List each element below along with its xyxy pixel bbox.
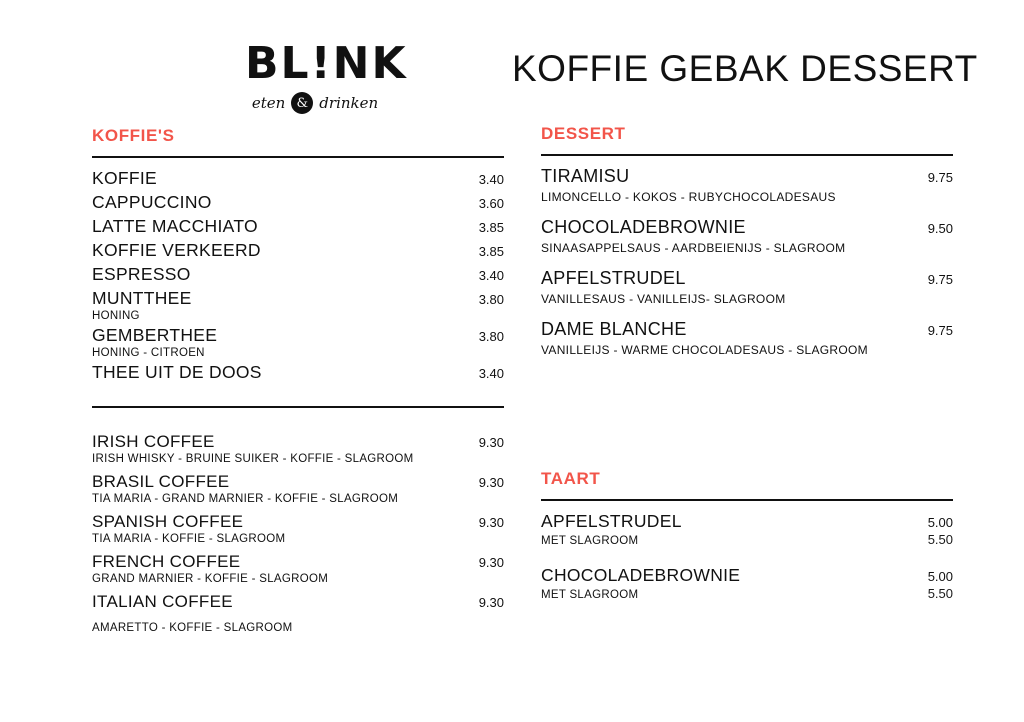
item-name: ESPRESSO — [92, 264, 191, 284]
item-name: DAME BLANCHE — [541, 319, 687, 339]
item-description: MET SLAGROOM — [541, 535, 639, 547]
divider-koffies — [92, 156, 504, 158]
list-item — [92, 325, 504, 359]
item-price: 3.40 — [478, 366, 504, 381]
divider-taart — [541, 499, 953, 501]
list-special-coffees — [92, 432, 504, 634]
list-item — [541, 217, 953, 255]
list-item — [92, 240, 504, 261]
item-description: GRAND MARNIER - KOFFIE - SLAGROOM — [92, 573, 329, 585]
item-price: 3.80 — [478, 292, 504, 307]
item-description: SINAASAPPELSAUS - AARDBEIENIJS - SLAGROOM — [541, 241, 846, 255]
item-description: TIA MARIA - KOFFIE - SLAGROOM — [92, 533, 286, 545]
item-description: VANILLEIJS - WARME CHOCOLADESAUS - SLAGROOM — [541, 343, 868, 357]
brand-tagline-right: drinken — [319, 94, 379, 112]
item-price: 9.30 — [478, 515, 504, 530]
item-name: GEMBERTHEE — [92, 325, 218, 345]
item-price: 9.75 — [927, 323, 953, 338]
list-item — [92, 592, 504, 634]
section-heading-dessert: DESSERT — [541, 124, 626, 143]
item-price: 3.85 — [478, 244, 504, 259]
item-name: APFELSTRUDEL — [541, 511, 682, 531]
brand-logo — [245, 38, 408, 114]
divider-specials — [92, 406, 504, 408]
list-item — [92, 472, 504, 505]
brand-tagline-left: eten — [251, 94, 286, 112]
list-item — [92, 552, 504, 585]
item-name: KOFFIE — [92, 168, 157, 188]
item-description: MET SLAGROOM — [541, 589, 639, 601]
list-item — [92, 192, 504, 213]
item-price-with-cream: 5.50 — [927, 586, 953, 601]
item-name: CAPPUCCINO — [92, 192, 212, 212]
item-price: 9.50 — [927, 221, 953, 236]
item-price: 5.00 — [927, 569, 953, 584]
item-price: 3.60 — [478, 196, 504, 211]
item-price: 9.75 — [927, 272, 953, 287]
taart-section — [541, 469, 953, 601]
list-item — [92, 216, 504, 237]
list-item — [92, 432, 504, 465]
item-name: TIRAMISU — [541, 166, 630, 186]
list-item — [92, 512, 504, 545]
item-description: HONING - CITROEN — [92, 347, 205, 359]
left-column — [92, 126, 504, 641]
list-dessert — [541, 166, 953, 357]
item-name: APFELSTRUDEL — [541, 268, 686, 288]
list-item — [541, 166, 953, 204]
item-description: VANILLESAUS - VANILLEIJS- SLAGROOM — [541, 292, 786, 306]
list-item — [92, 264, 504, 285]
list-item — [541, 565, 953, 601]
list-item — [92, 168, 504, 189]
item-description: TIA MARIA - GRAND MARNIER - KOFFIE - SLAGROOM — [92, 493, 399, 505]
item-name: CHOCOLADEBROWNIE — [541, 565, 741, 585]
item-name: FRENCH COFFEE — [92, 552, 241, 571]
item-name: CHOCOLADEBROWNIE — [541, 217, 746, 237]
item-name: KOFFIE VERKEERD — [92, 240, 261, 260]
item-name: ITALIAN COFFEE — [92, 592, 233, 611]
section-heading-taart: TAART — [541, 469, 601, 488]
item-name: IRISH COFFEE — [92, 432, 215, 451]
item-price: 9.30 — [478, 595, 504, 610]
item-price-with-cream: 5.50 — [927, 532, 953, 547]
ampersand-icon: & — [291, 92, 313, 114]
item-price: 5.00 — [927, 515, 953, 530]
item-name: BRASIL COFFEE — [92, 472, 230, 491]
item-description: AMARETTO - KOFFIE - SLAGROOM — [92, 622, 293, 634]
list-taart — [541, 511, 953, 601]
list-item — [541, 268, 953, 306]
item-name: LATTE MACCHIATO — [92, 216, 258, 236]
list-item — [541, 319, 953, 357]
item-name: THEE UIT DE DOOS — [92, 362, 262, 382]
item-description: IRISH WHISKY - BRUINE SUIKER - KOFFIE - SLAGROOM — [92, 453, 414, 465]
right-column — [541, 124, 953, 619]
list-koffies — [92, 168, 504, 383]
item-name: SPANISH COFFEE — [92, 512, 244, 531]
item-price: 9.30 — [478, 435, 504, 450]
item-price: 9.75 — [927, 170, 953, 185]
item-price: 3.40 — [478, 172, 504, 187]
item-price: 9.30 — [478, 475, 504, 490]
item-description: LIMONCELLO - KOKOS - RUBYCHOCOLADESAUS — [541, 190, 836, 204]
divider-dessert — [541, 154, 953, 156]
item-description: HONING — [92, 310, 140, 322]
page-title: KOFFIE GEBAK DESSERT — [512, 48, 978, 89]
list-item — [541, 511, 953, 547]
item-price: 9.30 — [478, 555, 504, 570]
brand-name: BL!NK — [245, 38, 408, 89]
brand-tagline — [245, 92, 385, 114]
item-price: 3.40 — [478, 268, 504, 283]
list-item — [92, 362, 504, 383]
item-price: 3.80 — [478, 329, 504, 344]
section-heading-koffies: KOFFIE'S — [92, 126, 175, 145]
item-price: 3.85 — [478, 220, 504, 235]
item-name: MUNTTHEE — [92, 288, 192, 308]
list-item — [92, 288, 504, 322]
